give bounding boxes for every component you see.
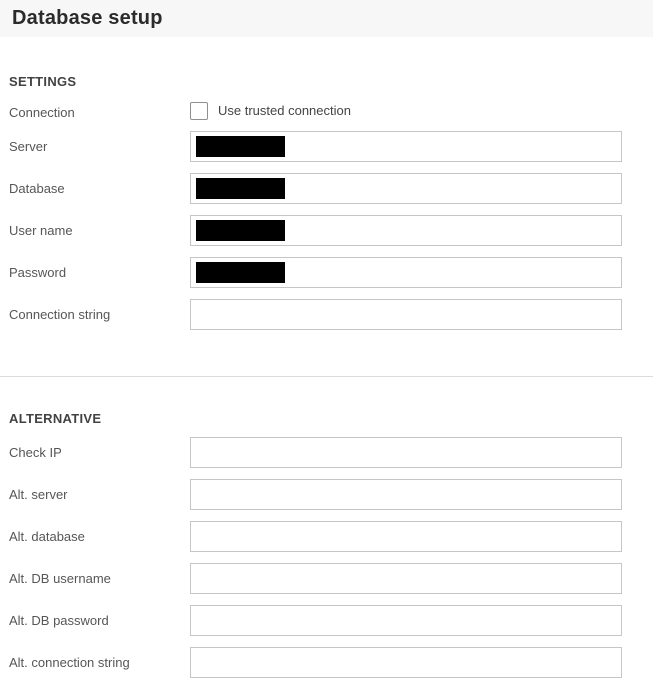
alt-database-input-wrap xyxy=(190,521,622,552)
check-ip-input-wrap xyxy=(190,437,622,468)
trusted-connection-group xyxy=(190,102,351,120)
database-input-wrap xyxy=(190,173,622,204)
password-label: Password xyxy=(9,265,67,280)
database-label: Database xyxy=(9,181,65,196)
field-row-connection xyxy=(9,102,622,122)
alt-server-input[interactable] xyxy=(190,479,622,510)
alt-connection-string-input[interactable] xyxy=(190,647,622,678)
password-redaction-block xyxy=(196,262,285,283)
alt-connection-string-label: Alt. connection string xyxy=(9,655,130,670)
field-row-alt-server xyxy=(9,479,622,510)
server-redaction-block xyxy=(196,136,285,157)
server-label: Server xyxy=(9,139,48,154)
field-row-alt-db-password xyxy=(9,605,622,636)
page-title: Database setup xyxy=(12,7,163,29)
section-settings xyxy=(0,74,653,330)
user-name-redaction-block xyxy=(196,220,285,241)
field-row-user-name xyxy=(9,215,622,246)
alt-connection-string-input-wrap xyxy=(190,647,622,678)
alt-db-username-input[interactable] xyxy=(190,563,622,594)
field-row-check-ip xyxy=(9,437,622,468)
connection-string-label: Connection string xyxy=(9,307,111,322)
check-ip-input[interactable] xyxy=(190,437,622,468)
alt-database-input[interactable] xyxy=(190,521,622,552)
use-trusted-connection-label: Use trusted connection xyxy=(218,103,351,118)
alt-db-password-input-wrap xyxy=(190,605,622,636)
section-heading-settings: SETTINGS xyxy=(9,74,77,89)
check-ip-label: Check IP xyxy=(9,445,62,460)
connection-string-input[interactable] xyxy=(190,299,622,330)
section-divider xyxy=(0,376,653,377)
alt-db-password-label: Alt. DB password xyxy=(9,613,109,628)
password-input-wrap xyxy=(190,257,622,288)
field-row-database xyxy=(9,173,622,204)
field-row-password xyxy=(9,257,622,288)
server-input-wrap xyxy=(190,131,622,162)
connection-label: Connection xyxy=(9,105,75,120)
database-redaction-block xyxy=(196,178,285,199)
section-alternative xyxy=(0,411,653,678)
section-heading-alternative: ALTERNATIVE xyxy=(9,411,102,426)
connection-string-input-wrap xyxy=(190,299,622,330)
user-name-label: User name xyxy=(9,223,73,238)
field-row-connection-string xyxy=(9,299,622,330)
alt-server-input-wrap xyxy=(190,479,622,510)
field-row-alt-db-username xyxy=(9,563,622,594)
alt-db-username-input-wrap xyxy=(190,563,622,594)
field-row-alt-connection-string xyxy=(9,647,622,678)
user-name-input-wrap xyxy=(190,215,622,246)
page-header xyxy=(0,0,653,37)
use-trusted-connection-checkbox[interactable] xyxy=(190,102,208,120)
field-row-server xyxy=(9,131,622,162)
alt-server-label: Alt. server xyxy=(9,487,68,502)
alt-db-username-label: Alt. DB username xyxy=(9,571,111,586)
alt-db-password-input[interactable] xyxy=(190,605,622,636)
alt-database-label: Alt. database xyxy=(9,529,85,544)
field-row-alt-database xyxy=(9,521,622,552)
